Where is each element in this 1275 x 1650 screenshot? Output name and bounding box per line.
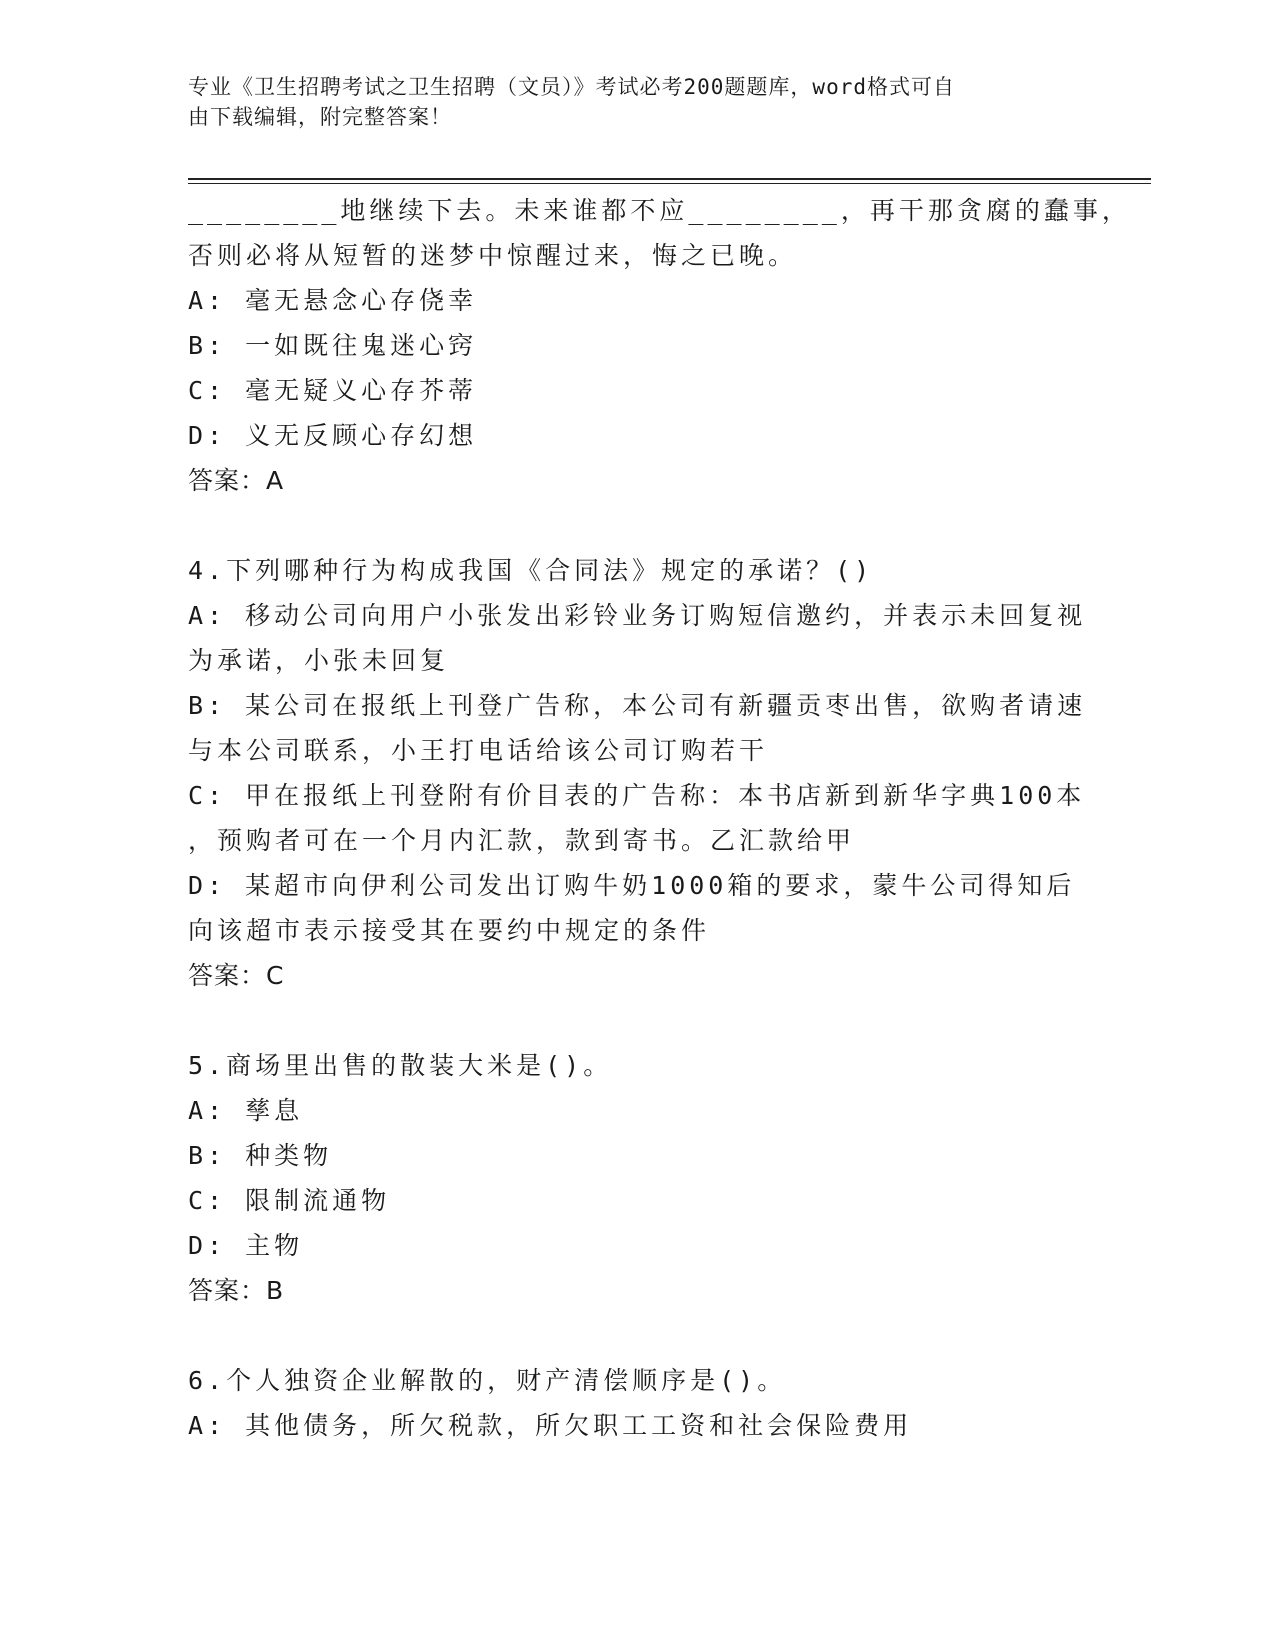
option-a: A: 毫无悬念心存侥幸 bbox=[188, 286, 478, 315]
option-b: B: 某公司在报纸上刊登广告称，本公司有新疆贡枣出售，欲购者请速 bbox=[188, 691, 1087, 720]
question-text: 6.个人独资企业解散的，财产清偿顺序是()。 bbox=[188, 1366, 787, 1395]
option-c: C: 限制流通物 bbox=[188, 1186, 391, 1215]
header-line-1: 专业《卫生招聘考试之卫生招聘（文员）》考试必考200题题库，word格式可自 bbox=[188, 75, 955, 99]
option-a: A: 其他债务，所欠税款，所欠职工工资和社会保险费用 bbox=[188, 1411, 913, 1440]
option-b-cont: 与本公司联系，小王打电话给该公司订购若干 bbox=[188, 736, 769, 765]
option-d: D: 义无反顾心存幻想 bbox=[188, 421, 478, 450]
document-body bbox=[188, 188, 1131, 1448]
option-a: A: 移动公司向用户小张发出彩铃业务订购短信邀约，并表示未回复视 bbox=[188, 601, 1087, 630]
option-d: D: 某超市向伊利公司发出订购牛奶1000箱的要求，蒙牛公司得知后 bbox=[188, 871, 1076, 900]
header-line-2: 由下载编辑，附完整答案！ bbox=[188, 105, 452, 129]
question-3 bbox=[188, 188, 1131, 503]
option-c: C: 毫无疑义心存芥蒂 bbox=[188, 376, 478, 405]
option-b: B: 种类物 bbox=[188, 1141, 333, 1170]
spacer bbox=[188, 503, 1088, 548]
option-a-cont: 为承诺，小张未回复 bbox=[188, 646, 450, 675]
answer-label: 答案：C bbox=[188, 961, 285, 990]
question-text-line: 否则必将从短暂的迷梦中惊醒过来，悔之已晚。 bbox=[188, 241, 798, 270]
option-d-cont: 向该超市表示接受其在要约中规定的条件 bbox=[188, 916, 711, 945]
option-c: C: 甲在报纸上刊登附有价目表的广告称：本书店新到新华字典100本 bbox=[188, 781, 1086, 810]
question-text: 4.下列哪种行为构成我国《合同法》规定的承诺？() bbox=[188, 556, 874, 585]
answer-label: 答案：A bbox=[188, 466, 285, 495]
question-5 bbox=[188, 1043, 1088, 1313]
answer-label: 答案：B bbox=[188, 1276, 285, 1305]
spacer bbox=[188, 1313, 1088, 1358]
question-text-line: ________地继续下去。未来谁都不应________，再干那贪腐的蠢事， bbox=[188, 196, 1131, 225]
option-b: B: 一如既往鬼迷心窍 bbox=[188, 331, 478, 360]
header-divider-thin bbox=[188, 183, 1151, 184]
document-header bbox=[188, 72, 1068, 132]
question-text: 5.商场里出售的散装大米是()。 bbox=[188, 1051, 613, 1080]
question-6 bbox=[188, 1358, 1088, 1448]
option-a: A: 孳息 bbox=[188, 1096, 304, 1125]
option-d: D: 主物 bbox=[188, 1231, 304, 1260]
spacer bbox=[188, 998, 1088, 1043]
option-c-cont: ，预购者可在一个月内汇款，款到寄书。乙汇款给甲 bbox=[188, 826, 856, 855]
header-divider bbox=[188, 178, 1151, 180]
question-4 bbox=[188, 548, 1088, 998]
